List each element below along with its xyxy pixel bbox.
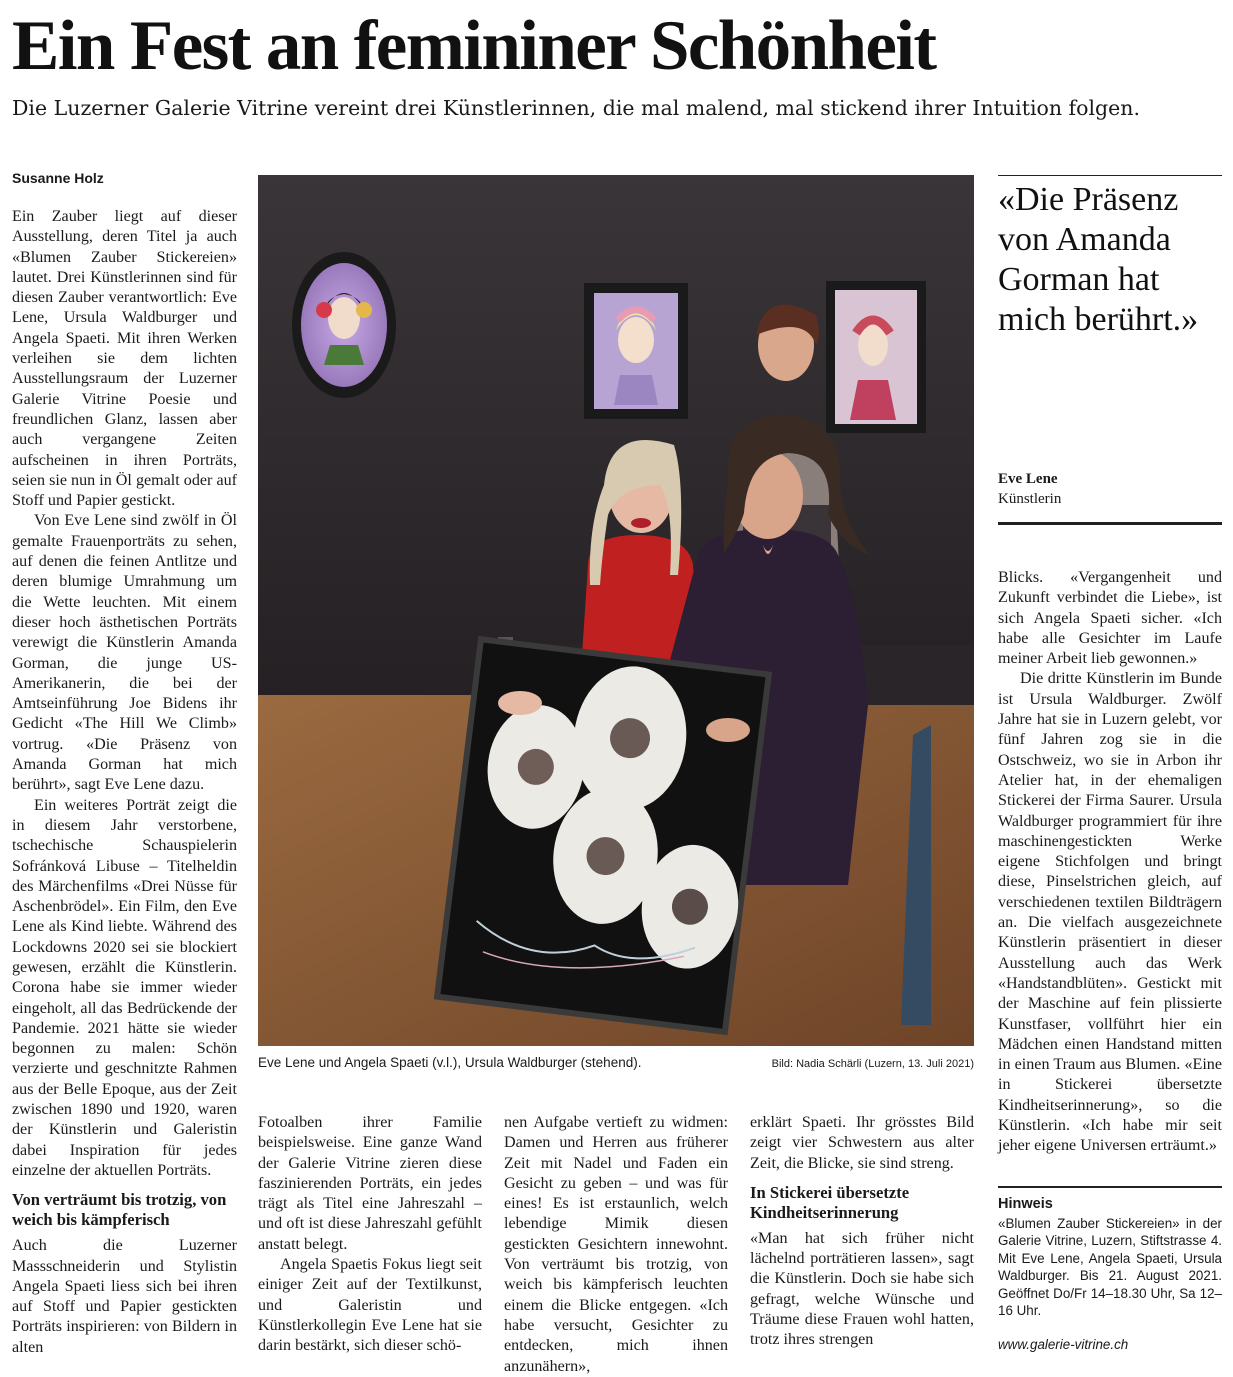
paragraph: Auch die Luzerner Massschneiderin und Stylistin Angela Spaeti liess sich bei ihren auf Stoff und Papier gestickten Porträts inspirieren: von Bildern in alten xyxy=(12,1237,237,1356)
article-column-1 xyxy=(12,207,237,1357)
info-rule xyxy=(998,1186,1222,1188)
article-column-4 xyxy=(750,1113,974,1357)
subheading: Von verträumt bis trotzig, von weich bis kämpferisch xyxy=(12,1190,227,1230)
paragraph: Von Eve Lene sind zwölf in Öl gemalte Frauenporträts zu sehen, auf denen die feinen Antlitze und deren blumige Umrahmung um die Wette leuchten. Mit einem dieser hoch ästhetischen Porträts verewigt die Künstlerin Amanda Gorman, die junge US-Amerikanerin, die bei der Amtseinführung Joe Bidens ihr Gedicht «The Hill We Climb» vortrug. «Die Präsenz von Amanda Gorman hat mich berührt», sagt Eve Lene dazu. xyxy=(12,512,237,794)
photo-credit: Bild: Nadia Schärli (Luzern, 13. Juli 2021) xyxy=(771,1058,974,1070)
pullquote-text: «Die Präsenz von Amanda Gorman hat mich berührt.» xyxy=(998,181,1199,338)
info-title: Hinweis xyxy=(998,1196,1053,1212)
pullquote-rule-top xyxy=(998,175,1222,176)
paragraph: nen Aufgabe vertieft zu widmen: Damen und Herren aus früherer Zeit mit Nadel und Faden ein Gesicht zu geben – und was für eines! Es ist erstaunlich, welch lebendige Mimik diesen gestickten Gesichtern innewohnt. Von verträumt bis trotzig, von weich bis kämpferisch leuchten einem die Blicke entgegen. «Ich habe versucht, Gesichter zu entdecken, mich ihnen anzunähern», xyxy=(504,1114,728,1375)
pullquote-name: Eve Lene xyxy=(998,471,1058,487)
subheading: In Stickerei übersetzte Kindheitserinnerung xyxy=(750,1182,910,1222)
paragraph: Die dritte Künstlerin im Bunde ist Ursula Waldburger. Zwölf Jahre hat sie in Luzern gelebt, vor fünf Jahren zog sie in die Ostschweiz, wo sie in Arbon ihr Atelier hat, in der ehemaligen Stickerei der Firma Saurer. Ursula Waldburger programmiert für ihre maschinengestickten Werke eigene Stichfolgen und bringt diese, Pinselstrichen gleich, auf verschiedenen textilen Bildträgern an. Die vielfach ausgezeichnete Künstlerin präsentiert in dieser Ausstellung auch das Werk «Handstandblüten». Gestickt mit der Maschine auf fein plissierte Kunstfaser, vollführt hier ein Mädchen einen Handstand mitten in einen Traum aus Blumen. «Eine in Stickerei übersetzte Kindheitserinnerung», so die Künstlerin. «Ich habe mir seit jeher eigene Universen erträumt.» xyxy=(998,670,1222,1155)
article-column-3 xyxy=(504,1113,728,1375)
paragraph: Blicks. «Vergangenheit und Zukunft verbindet die Liebe», ist sich Angela Spaeti sicher. «Ich habe alle Gesichter im Laufe meiner Arbeit lieb gewonnen.» xyxy=(998,569,1222,668)
paragraph: Ein Zauber liegt auf dieser Ausstellung, deren Titel ja auch «Blumen Zauber Stickereien» lautet. Drei Künstlerinnen sind für diesen Zauber verantwortlich: Eve Lene, Ursula Waldburger und Angela Spaeti. Mit ihren Werken verleihen sie dem lichten Ausstellungsraum der Luzerner Galerie Vitrine Poesie und freundlichen Glanz, lassen aber auch vergangene Zeiten aufscheinen in ihren Porträts, seien sie nun in Öl gemalt oder auf Stoff und Papier gestickt. xyxy=(12,208,237,510)
paragraph: Angela Spaetis Fokus liegt seit einiger Zeit auf der Textilkunst, und Galeristin und Künstlerkollegin Eve Lene hat sie darin bestärkt, sich dieser schö- xyxy=(258,1256,482,1355)
article-photo xyxy=(258,175,974,1046)
pullquote-role: Künstlerin xyxy=(998,491,1062,507)
byline: Susanne Holz xyxy=(12,170,104,186)
paragraph: erklärt Spaeti. Ihr grösstes Bild zeigt vier Schwestern aus alter Zeit, die Blicke, sie sind streng. xyxy=(750,1114,974,1172)
article-column-2 xyxy=(258,1113,482,1357)
paragraph: «Man hat sich früher nicht lächelnd porträtieren lassen», sagt die Künstlerin. Doch sie habe sich gefragt, welche Wünsche und Träume diese Frauen wohl hatten, trotz ihres strengen xyxy=(750,1229,974,1349)
deck: Die Luzerner Galerie Vitrine vereint drei Künstlerinnen, die mal malend, mal stickend ihrer Intuition folgen. xyxy=(12,96,1141,120)
pullquote-rule-bottom xyxy=(998,522,1222,525)
article-column-5 xyxy=(998,568,1222,1188)
gallery-photo-illustration xyxy=(258,175,974,1046)
info-text: «Blumen Zauber Stickereien» in der Galerie Vitrine, Luzern, Stiftstrasse 4. Mit Eve Lene, Angela Spaeti, Ursula Waldburger. Bis 21. August 2021. Geöffnet Do/Fr 14–18.30 Uhr, Sa 12–16 Uhr. xyxy=(998,1216,1222,1319)
paragraph: Ein weiteres Porträt zeigt die in diesem Jahr verstorbene, tschechische Schauspielerin Sofránková Libuse – Titelheldin des Märchenfilms «Drei Nüsse für Aschenbrödel». Ein Film, den Eve Lene als Kind liebte. Während des Lockdowns 2020 sei sie blockiert gewesen, erzählt die Künstlerin. Corona habe sie immer wieder eingeholt, all das Bedrückende der Pandemie. 2021 hätte sie wieder begonnen zu malen: Schön verzierte und geschnitzte Rahmen aus der Belle Epoque, aus der Zeit zwischen 1890 und 1920, waren der Künstlerin und Galeristin dabei Inspiration für jedes einzelne der aktuellen Porträts. xyxy=(12,796,237,1179)
headline: Ein Fest an femininer Schönheit xyxy=(12,7,936,85)
info-url-link[interactable]: www.galerie-vitrine.ch xyxy=(998,1337,1129,1352)
photo-caption: Eve Lene und Angela Spaeti (v.l.), Ursula Waldburger (stehend). xyxy=(258,1055,642,1070)
paragraph: Fotoalben ihrer Familie beispielsweise. Eine ganze Wand der Galerie Vitrine zieren diese faszinierenden Porträts, ein jedes trägt als Titel eine Jahreszahl – und oft ist diese Jahreszahl gefühlt anstatt belegt. xyxy=(258,1114,482,1253)
